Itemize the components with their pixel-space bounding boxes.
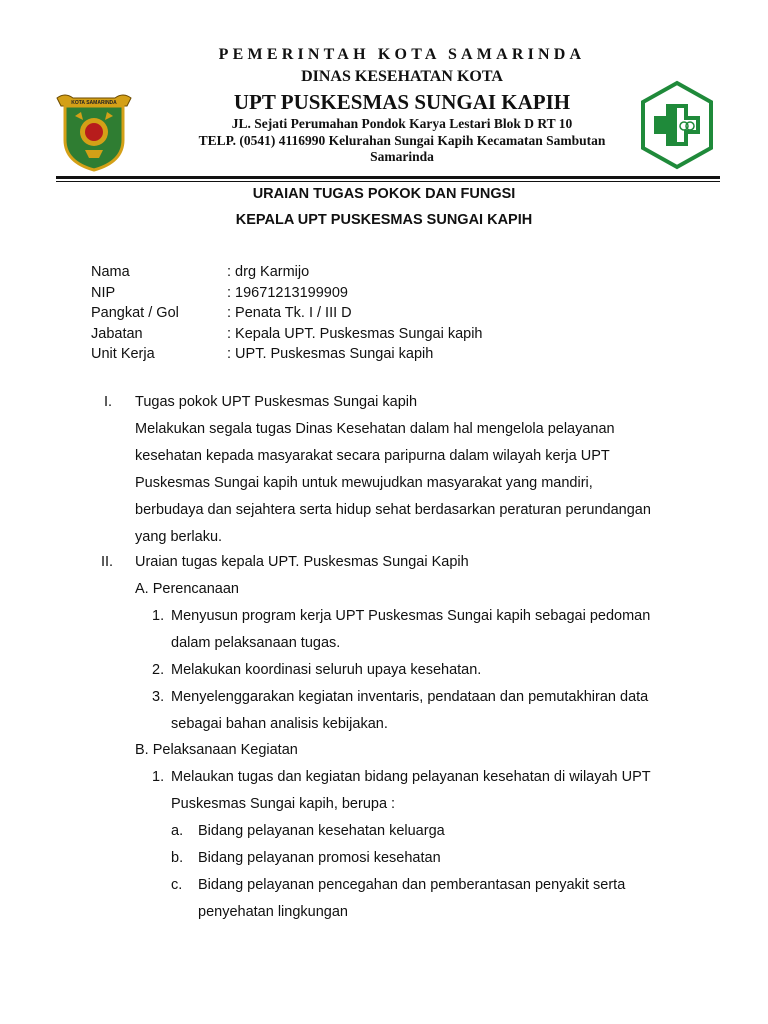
identity-label: NIP: [91, 285, 116, 301]
list-item-number: 2.: [152, 662, 165, 678]
sublist-text: penyehatan lingkungan: [198, 904, 348, 920]
header-address-line-3: Samarinda: [370, 149, 434, 164]
list-item-text: Melaukan tugas dan kegiatan bidang pelayanan kesehatan di wilayah UPT: [171, 769, 651, 785]
section-1-paragraph-line: Melakukan segala tugas Dinas Kesehatan dalam hal mengelola pelayanan: [135, 421, 615, 437]
header-divider-thin: [56, 181, 720, 182]
header-institution-name: UPT PUSKESMAS SUNGAI KAPIH: [233, 90, 571, 114]
section-1-paragraph-line: berbudaya dan sejahtera serta hidup sehat berdasarkan peraturan perundangan: [135, 502, 651, 518]
identity-label: Unit Kerja: [91, 346, 155, 362]
list-item-text: Menyelenggarakan kegiatan inventaris, pendataan dan pemutakhiran data: [171, 689, 649, 705]
section-2-numeral: II.: [101, 554, 114, 570]
header-address-line-1: JL. Sejati Perumahan Pondok Karya Lestari Blok D RT 10: [231, 116, 573, 131]
sublist-text: Bidang pelayanan promosi kesehatan: [198, 850, 441, 866]
section-1-paragraph-line: Puskesmas Sungai kapih untuk mewujudkan masyarakat yang mandiri,: [135, 475, 593, 491]
header-department-line: DINAS KESEHATAN KOTA: [301, 68, 503, 85]
list-item-text: Melakukan koordinasi seluruh upaya kesehatan.: [171, 662, 482, 678]
subsection-b-label: B. Pelaksanaan Kegiatan: [135, 742, 298, 758]
identity-label: Pangkat / Gol: [91, 305, 179, 321]
sublist-letter: a.: [171, 823, 184, 839]
list-item-number: 1.: [152, 769, 165, 785]
sublist-letter: b.: [171, 850, 184, 866]
identity-value: : drg Karmijo: [227, 264, 310, 280]
section-2-heading: Uraian tugas kepala UPT. Puskesmas Sungai Kapih: [135, 554, 469, 570]
subsection-a-label: A. Perencanaan: [135, 581, 239, 597]
header-government-line: PEMERINTAH KOTA SAMARINDA: [218, 46, 586, 63]
section-1-numeral: I.: [104, 394, 113, 410]
list-item-text: Menyusun program kerja UPT Puskesmas Sungai kapih sebagai pedoman: [171, 608, 651, 624]
document-title-line-1: URAIAN TUGAS POKOK DAN FUNGSI: [252, 186, 516, 202]
header-divider-thick: [56, 176, 720, 179]
header-address-line-2: TELP. (0541) 4116990 Kelurahan Sungai Kapih Kecamatan Sambutan: [198, 133, 606, 148]
sublist-text: Bidang pelayanan pencegahan dan pemberantasan penyakit serta: [198, 877, 626, 893]
list-item-number: 3.: [152, 689, 165, 705]
identity-label: Nama: [91, 264, 130, 280]
document-title-line-2: KEPALA UPT PUSKESMAS SUNGAI KAPIH: [235, 212, 533, 228]
section-1-heading: Tugas pokok UPT Puskesmas Sungai kapih: [135, 394, 418, 410]
identity-value: : 19671213199909: [227, 285, 348, 301]
list-item-text: Puskesmas Sungai kapih, berupa :: [171, 796, 396, 812]
list-item-number: 1.: [152, 608, 165, 624]
identity-label: Jabatan: [91, 326, 143, 342]
identity-value: : Kepala UPT. Puskesmas Sungai kapih: [227, 326, 483, 342]
section-1-paragraph-line: yang berlaku.: [135, 529, 223, 545]
section-1-paragraph-line: kesehatan kepada masyarakat secara paripurna dalam wilayah kerja UPT: [135, 448, 610, 464]
identity-value: : UPT. Puskesmas Sungai kapih: [227, 346, 434, 362]
list-item-text: sebagai bahan analisis kebijakan.: [171, 716, 388, 732]
crest-banner-text: KOTA SAMARINDA: [71, 100, 117, 106]
identity-value: : Penata Tk. I / III D: [227, 305, 352, 321]
sublist-letter: c.: [171, 877, 183, 893]
sublist-text: Bidang pelayanan kesehatan keluarga: [198, 823, 445, 839]
list-item-text: dalam pelaksanaan tugas.: [171, 635, 341, 651]
